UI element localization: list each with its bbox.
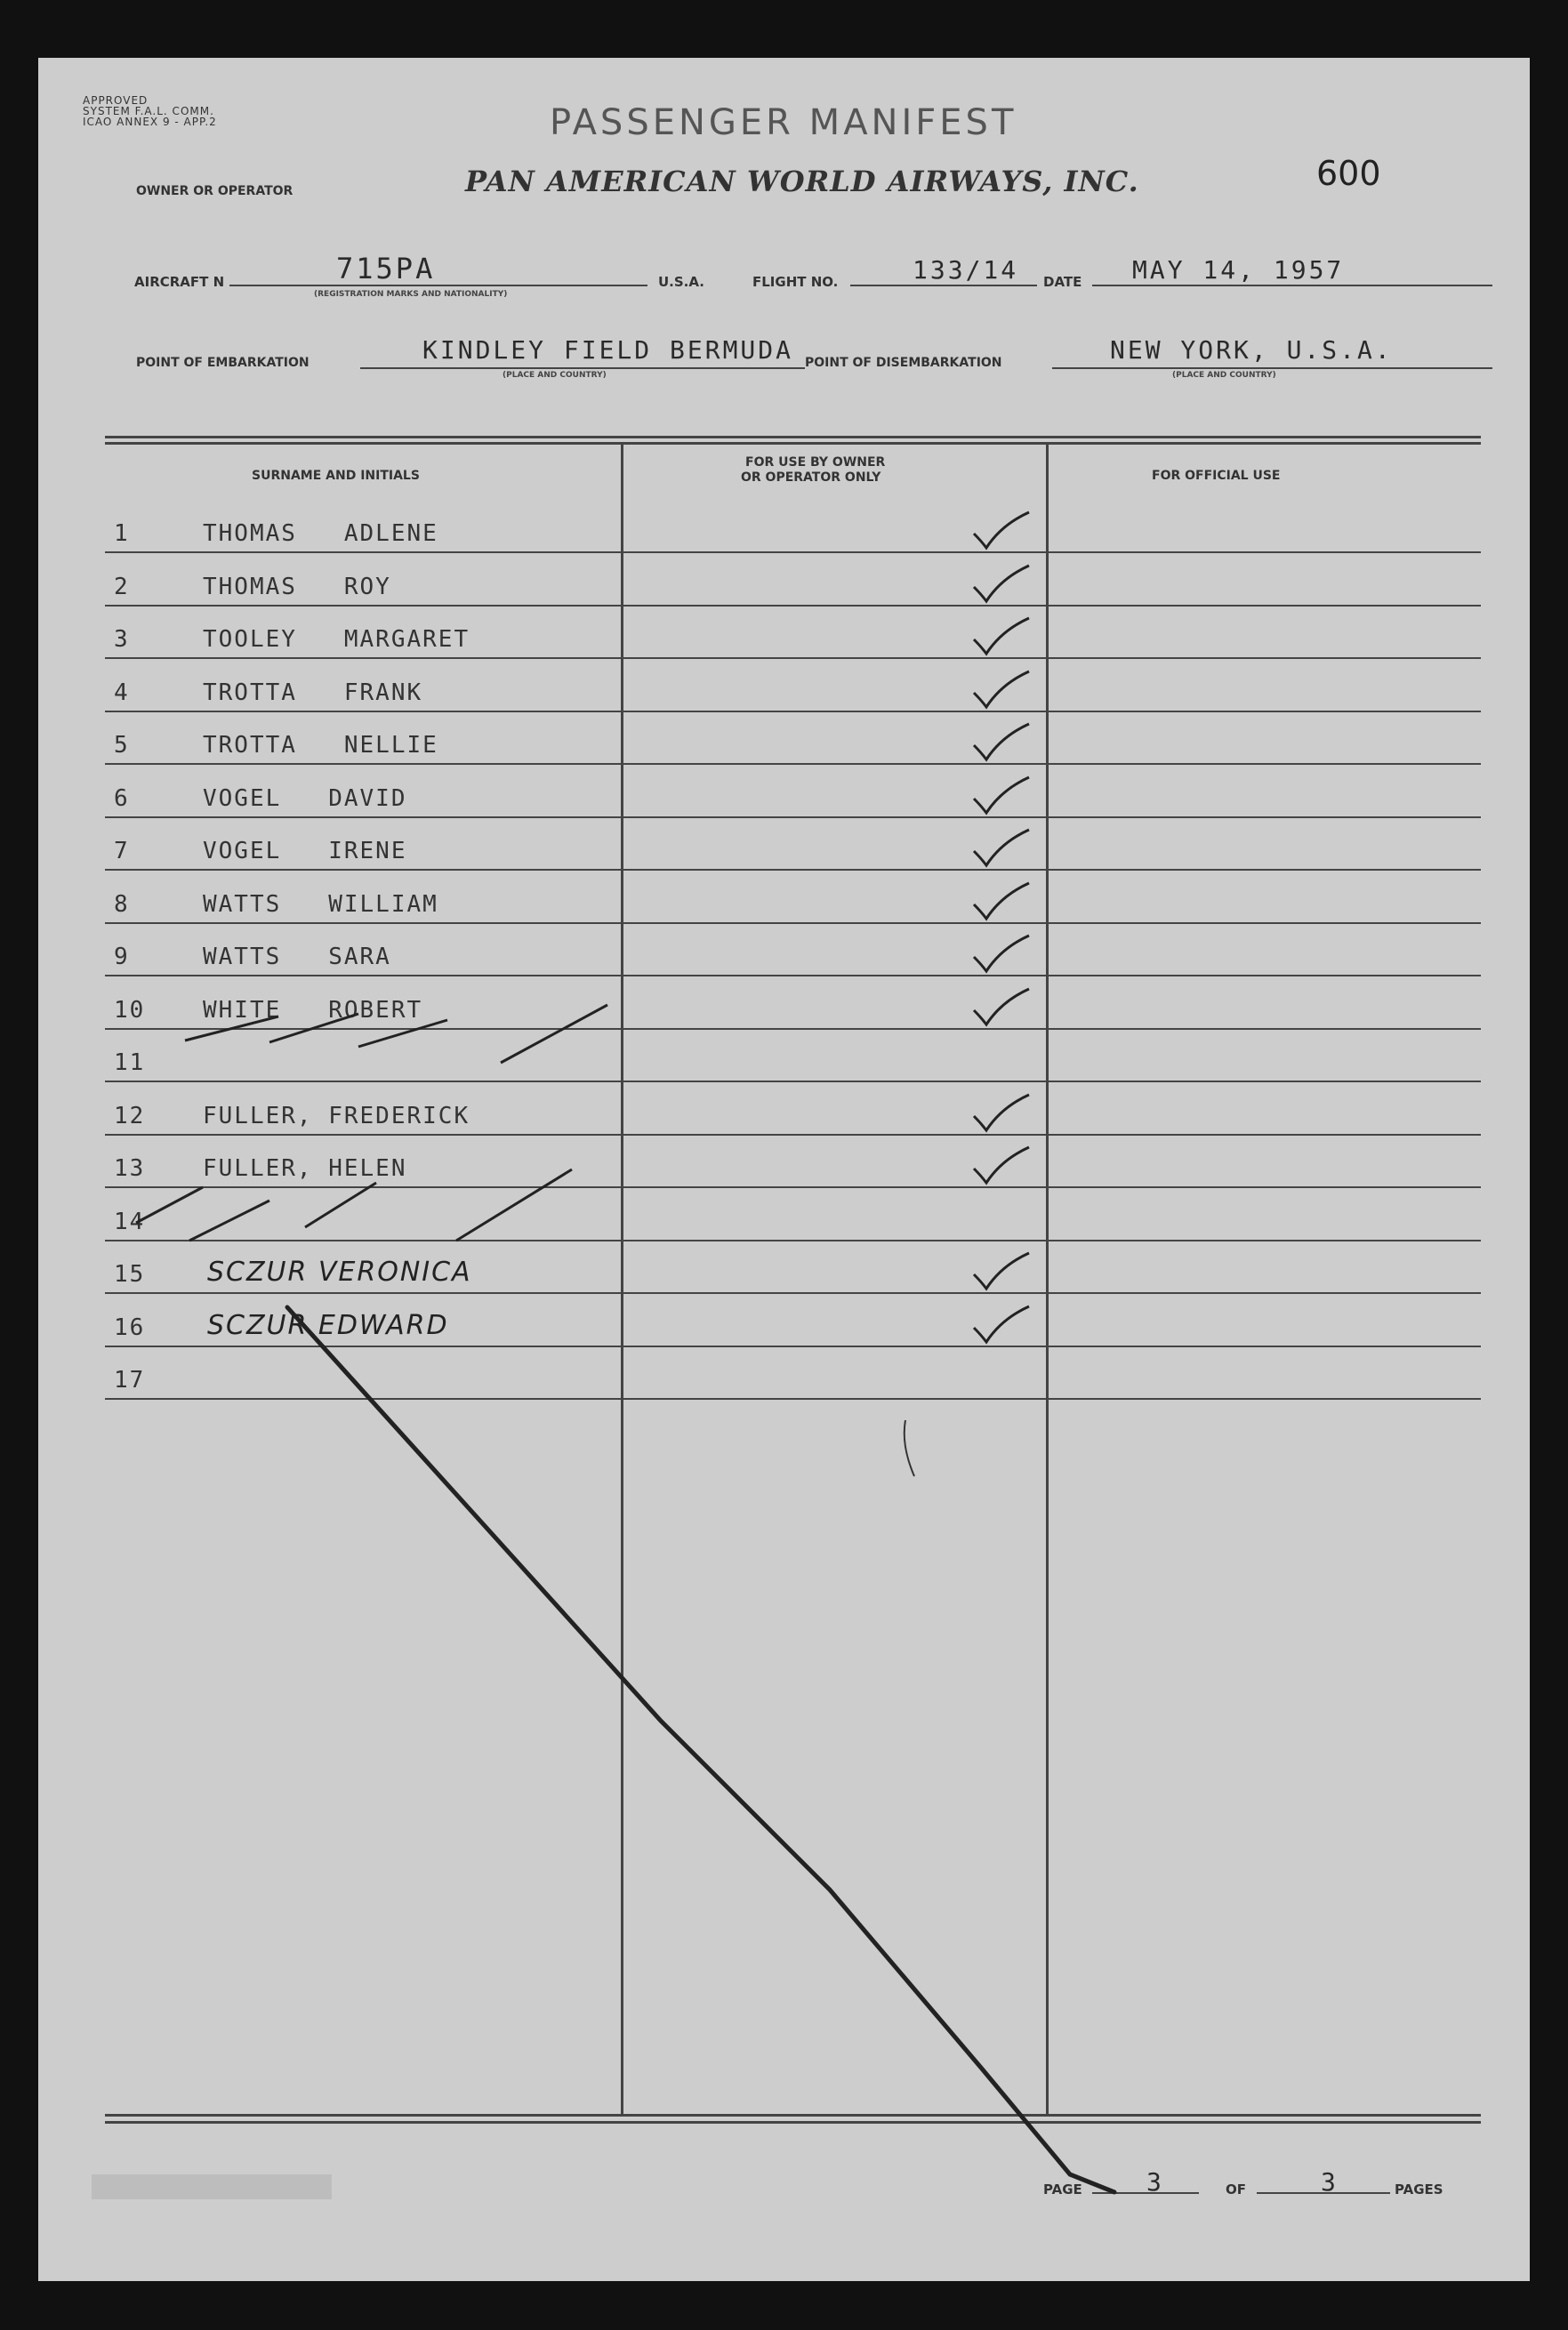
passenger-name: TROTTA FRANK — [203, 679, 423, 706]
flight-no-value: 133/14 — [913, 255, 1019, 285]
row-number: 9 — [114, 944, 130, 970]
operator-name: PAN AMERICAN WORLD AIRWAYS, INC. — [465, 165, 1139, 198]
disembark-place-note: (PLACE AND COUNTRY) — [1172, 371, 1276, 380]
row-number: 14 — [114, 1208, 146, 1235]
approval-line: APPROVED — [83, 94, 149, 107]
stamp-number: 600 — [1316, 154, 1381, 193]
stray-mark — [905, 1420, 914, 1476]
row-number: 12 — [114, 1102, 146, 1129]
passenger-name: VOGEL DAVID — [203, 784, 407, 812]
embarkation-label: POINT OF EMBARKATION — [136, 356, 310, 370]
passenger-name: FULLER, FREDERICK — [203, 1102, 470, 1129]
approval-line: SYSTEM F.A.L. COMM. — [83, 105, 214, 117]
col-header-official: FOR OFFICIAL USE — [1152, 469, 1281, 483]
passenger-name: THOMAS ROY — [203, 573, 391, 600]
aircraft-value: 715PA — [336, 252, 436, 285]
manifest-sheet — [38, 58, 1530, 2281]
form-title: PASSENGER MANIFEST — [550, 102, 1017, 143]
owner-label: OWNER OR OPERATOR — [136, 184, 293, 198]
passenger-name: TOOLEY MARGARET — [203, 626, 470, 653]
usa-label: U.S.A. — [658, 274, 704, 290]
passenger-name: SCZUR EDWARD — [207, 1309, 449, 1341]
passenger-name: WHITE ROBERT — [203, 996, 423, 1024]
col-header-owner-2: OR OPERATOR ONLY — [741, 470, 881, 485]
row-number: 16 — [114, 1314, 146, 1341]
col-header-name: SURNAME AND INITIALS — [252, 469, 420, 483]
row-number: 5 — [114, 732, 130, 759]
disembarkation-value: NEW YORK, U.S.A. — [1110, 335, 1393, 365]
row-number: 7 — [114, 838, 130, 864]
passenger-name: FULLER, HELEN — [203, 1155, 407, 1182]
passenger-name: SCZUR VERONICA — [207, 1257, 472, 1288]
cross-out-row-11 — [185, 1005, 607, 1063]
passenger-name: TROTTA NELLIE — [203, 732, 438, 759]
of-value: 3 — [1321, 2167, 1339, 2197]
of-label: OF — [1226, 2181, 1246, 2197]
row-number: 6 — [114, 784, 130, 812]
row-number: 13 — [114, 1155, 146, 1182]
row-number: 4 — [114, 679, 130, 706]
registration-note: (REGISTRATION MARKS AND NATIONALITY) — [314, 290, 508, 299]
row-number: 3 — [114, 626, 130, 653]
passenger-name: WATTS WILLIAM — [203, 890, 438, 918]
pen-marks — [38, 58, 1530, 2281]
approval-line: ICAO ANNEX 9 - APP.2 — [83, 116, 217, 128]
disembarkation-label: POINT OF DISEMBARKATION — [805, 356, 1002, 370]
embarkation-value: KINDLEY FIELD BERMUDA — [422, 335, 794, 365]
date-value: MAY 14, 1957 — [1132, 255, 1345, 285]
date-label: DATE — [1043, 274, 1082, 290]
embark-place-note: (PLACE AND COUNTRY) — [503, 371, 607, 380]
flight-no-label: FLIGHT NO. — [752, 274, 839, 290]
row-number: 15 — [114, 1261, 146, 1288]
passenger-name: VOGEL IRENE — [203, 838, 407, 864]
page-value: 3 — [1146, 2167, 1164, 2197]
passenger-name: WATTS SARA — [203, 944, 391, 970]
aircraft-label: AIRCRAFT N — [134, 274, 225, 290]
row-number: 17 — [114, 1367, 146, 1394]
cross-out-row-14 — [136, 1169, 572, 1241]
row-number: 8 — [114, 890, 130, 918]
row-number: 2 — [114, 573, 130, 600]
row-number: 1 — [114, 520, 130, 547]
page-label: PAGE — [1043, 2181, 1082, 2197]
row-number: 10 — [114, 996, 146, 1024]
diagonal-void-line — [287, 1307, 1114, 2192]
row-number: 11 — [114, 1049, 146, 1076]
col-header-owner-1: FOR USE BY OWNER — [745, 455, 886, 470]
passenger-name: THOMAS ADLENE — [203, 520, 438, 547]
pages-label: PAGES — [1395, 2181, 1443, 2197]
